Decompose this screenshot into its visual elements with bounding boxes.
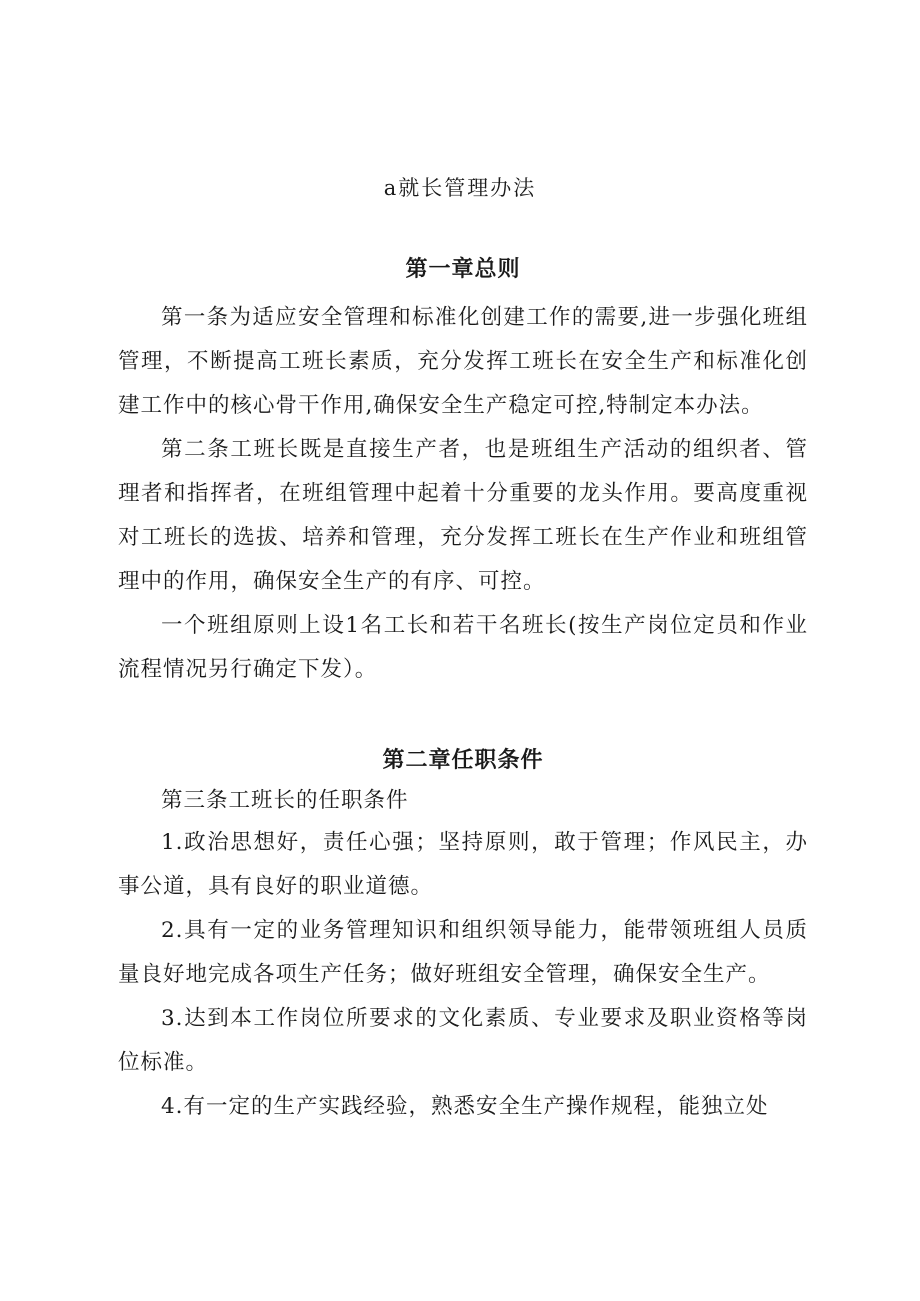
article-1-paragraph: 第一条为适应安全管理和标准化创建工作的需要,进一步强化班组管理，不断提高工班长素质，充分发挥工班长在安全生产和标准化创建工作中的核心骨干作用,确保安全生产稳定可控,特制定本办法。	[118, 305, 808, 418]
condition-4-paragraph: 4.有一定的生产实践经验，熟悉安全生产操作规程，能独立处	[161, 1094, 769, 1119]
document-title: a就长管理办法	[383, 176, 537, 200]
condition-2-paragraph: 2.具有一定的业务管理知识和组织领导能力，能带领班组人员质量良好地完成各项生产任务；做好班组安全管理，确保安全生产。	[118, 918, 808, 987]
chapter-2-section	[118, 743, 808, 1129]
condition-1-paragraph: 1.政治思想好，责任心强；坚持原则，敢于管理；作风民主，办事公道，具有良好的职业道德。	[118, 830, 808, 899]
chapter-1-heading: 第一章总则	[405, 257, 521, 282]
team-setup-paragraph: 一个班组原则上设1名工长和若干名班长(按生产岗位定员和作业流程情况另行确定下发）。	[118, 613, 808, 682]
chapter-2-heading: 第二章任职条件	[382, 748, 544, 773]
chapter-1-section	[118, 252, 808, 692]
condition-3-paragraph: 3.达到本工作岗位所要求的文化素质、专业要求及职业资格等岗位标准。	[118, 1006, 808, 1075]
article-2-paragraph: 第二条工班长既是直接生产者，也是班组生产活动的组织者、管理者和指挥者，在班组管理中起着十分重要的龙头作用。要高度重视对工班长的选拔、培养和管理，充分发挥工班长在生产作业和班组管理中的作用，确保安全生产的有序、可控。	[118, 437, 808, 594]
article-3-paragraph: 第三条工班长的任职条件	[161, 788, 409, 813]
